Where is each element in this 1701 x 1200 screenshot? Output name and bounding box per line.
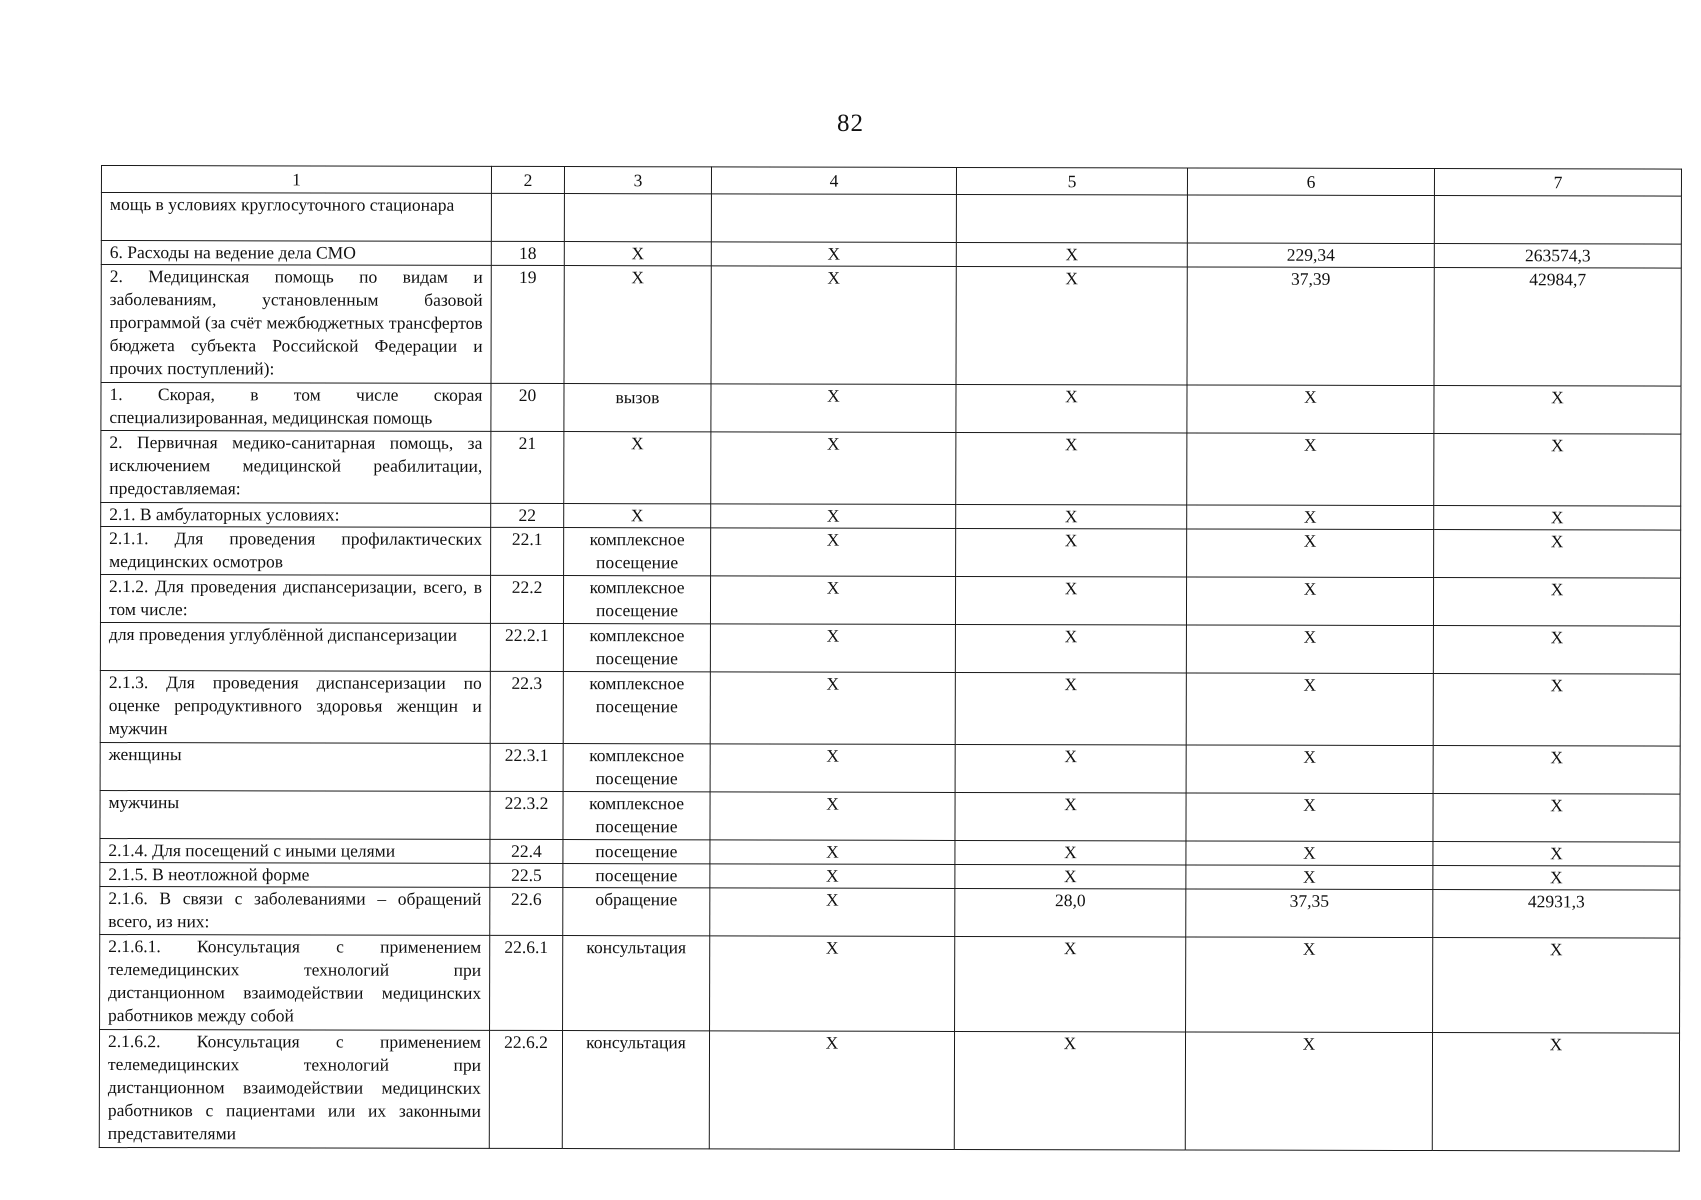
row-col6-cell: 37,35 <box>1186 889 1433 938</box>
table-row <box>100 790 1680 842</box>
row-col4-cell: Х <box>711 432 956 505</box>
row-col7-cell: Х <box>1433 626 1680 675</box>
row-name-cell: 2.1.2. Для проведения диспансеризации, всего, в том числе: <box>100 575 490 624</box>
row-col7-cell: Х <box>1433 842 1680 867</box>
row-col7-cell: Х <box>1434 506 1681 531</box>
row-col5-cell: Х <box>956 432 1187 505</box>
row-col7-cell: Х <box>1433 866 1680 891</box>
row-code-cell: 22 <box>491 503 564 527</box>
row-unit-cell: Х <box>564 266 711 384</box>
row-col6-cell: Х <box>1186 673 1433 746</box>
row-unit-cell: Х <box>564 432 711 504</box>
row-col7-cell: Х <box>1434 434 1681 507</box>
row-code-cell: 22.5 <box>490 863 563 887</box>
row-col6-cell: Х <box>1186 793 1433 842</box>
row-col7-cell: Х <box>1434 530 1681 579</box>
row-col5-cell: Х <box>955 744 1186 793</box>
header-cell: 1 <box>101 166 491 194</box>
page-number: 82 <box>837 110 864 137</box>
row-name-cell: 2.1.6.2. Консультация с применением телемедицинских технологий при дистанционном взаимодействии медицинских работников с пациентами или их законными представителями <box>99 1029 489 1148</box>
row-code-cell: 19 <box>491 265 564 383</box>
row-col6-cell: Х <box>1186 577 1433 626</box>
row-col4-cell: Х <box>710 936 955 1032</box>
row-unit-cell: комплексное посещение <box>563 672 710 744</box>
data-table <box>99 165 1682 1152</box>
row-unit-cell: консультация <box>562 1031 709 1149</box>
row-col5-cell: Х <box>956 528 1187 577</box>
row-col5-cell: Х <box>955 624 1186 673</box>
row-col6-cell: Х <box>1186 841 1433 866</box>
table-row <box>100 886 1680 938</box>
row-col4-cell: Х <box>710 792 955 841</box>
row-name-cell: мощь в условиях круглосуточного стационара <box>101 193 491 242</box>
row-col7-cell: Х <box>1433 794 1680 843</box>
table-row <box>100 862 1680 890</box>
row-col5-cell: Х <box>954 1031 1185 1150</box>
table-row <box>101 265 1681 387</box>
row-col6-cell: Х <box>1186 865 1433 890</box>
row-col5-cell: Х <box>956 266 1187 385</box>
row-unit-cell <box>564 194 711 242</box>
row-code-cell: 18 <box>491 241 564 265</box>
row-col6-cell: Х <box>1186 745 1433 794</box>
row-col4-cell: Х <box>710 840 955 865</box>
row-name-cell: 2.1.6. В связи с заболеваниями – обращений всего, из них: <box>100 886 490 935</box>
row-col6-cell: Х <box>1187 385 1434 434</box>
header-cell: 7 <box>1434 169 1681 197</box>
row-col7-cell: Х <box>1432 1033 1679 1152</box>
row-code-cell: 22.6.1 <box>490 935 563 1030</box>
row-col5-cell: 28,0 <box>955 888 1186 937</box>
row-unit-cell: Х <box>564 242 711 266</box>
row-col7-cell <box>1434 196 1681 245</box>
row-col4-cell: Х <box>711 242 956 267</box>
row-col4-cell: Х <box>711 384 956 433</box>
row-col5-cell: Х <box>955 576 1186 625</box>
row-name-cell: 2.1.5. В неотложной форме <box>100 862 490 887</box>
row-name-cell: 6. Расходы на ведение дела СМО <box>101 241 491 266</box>
row-col6-cell <box>1187 195 1434 244</box>
table-row <box>100 622 1680 674</box>
row-col5-cell: Х <box>955 936 1186 1032</box>
row-unit-cell: комплексное посещение <box>563 624 710 672</box>
table-row <box>100 934 1680 1033</box>
row-unit-cell: комплексное посещение <box>563 576 710 624</box>
row-col4-cell: Х <box>710 672 955 745</box>
row-col4-cell: Х <box>710 888 955 937</box>
row-col6-cell: Х <box>1187 433 1434 506</box>
row-code-cell: 22.6.2 <box>489 1030 562 1148</box>
row-code-cell: 21 <box>491 431 564 503</box>
row-col7-cell: Х <box>1433 938 1680 1034</box>
row-code-cell: 22.2.1 <box>490 623 563 671</box>
row-name-cell: 2.1.3. Для проведения диспансеризации по оценке репродуктивного здоровья женщин и мужчин <box>100 670 490 743</box>
row-code-cell: 22.2 <box>490 575 563 623</box>
table-row <box>100 670 1680 746</box>
row-code-cell: 22.6 <box>490 887 563 935</box>
row-name-cell: 2.1.6.1. Консультация с применением телемедицинских технологий при дистанционном взаимодействии медицинских работников между собой <box>100 934 490 1030</box>
row-col4-cell: Х <box>711 266 956 385</box>
row-col6-cell: Х <box>1187 529 1434 578</box>
row-col7-cell: 263574,3 <box>1434 244 1681 269</box>
row-unit-cell: посещение <box>563 864 710 888</box>
row-code-cell: 22.3.2 <box>490 791 563 839</box>
table-row <box>101 527 1681 579</box>
row-code-cell: 20 <box>491 383 564 431</box>
row-col7-cell: 42984,7 <box>1434 268 1681 387</box>
row-col5-cell <box>956 194 1187 243</box>
row-code-cell: 22.3 <box>490 671 563 743</box>
table-row <box>99 1029 1679 1151</box>
header-cell: 5 <box>956 167 1187 195</box>
row-unit-cell: обращение <box>563 888 710 936</box>
table-row <box>101 503 1681 531</box>
row-col5-cell: Х <box>955 864 1186 889</box>
row-col4-cell: Х <box>710 864 955 889</box>
row-col7-cell: 42931,3 <box>1433 890 1680 939</box>
row-unit-cell: комплексное посещение <box>563 744 710 792</box>
row-unit-cell: комплексное посещение <box>564 528 711 576</box>
table-row <box>100 742 1680 794</box>
row-col4-cell: Х <box>709 1031 954 1150</box>
row-col7-cell: Х <box>1434 386 1681 435</box>
row-name-cell: 2. Медицинская помощь по видам и заболеваниям, установленным базовой программой (за счёт межбюджетных трансфертов бюджета субъекта Российской Федерации и прочих поступлений): <box>101 265 491 384</box>
table-row <box>101 241 1681 269</box>
row-unit-cell: комплексное посещение <box>563 792 710 840</box>
row-col5-cell: Х <box>955 840 1186 865</box>
row-code-cell: 22.4 <box>490 839 563 863</box>
row-col5-cell: Х <box>956 242 1187 267</box>
row-unit-cell: посещение <box>563 840 710 864</box>
row-unit-cell: Х <box>564 504 711 528</box>
row-code-cell: 22.3.1 <box>490 743 563 791</box>
row-name-cell: 2. Первичная медико-санитарная помощь, за исключением медицинской реабилитации, предоставляемая: <box>101 431 491 504</box>
header-row <box>101 166 1681 197</box>
header-cell: 2 <box>491 166 564 193</box>
row-col6-cell: Х <box>1187 505 1434 530</box>
row-unit-cell: консультация <box>563 936 710 1031</box>
table-row <box>100 575 1680 627</box>
row-col7-cell: Х <box>1433 578 1680 627</box>
row-col6-cell: Х <box>1186 625 1433 674</box>
row-code-cell <box>491 193 564 241</box>
row-unit-cell: вызов <box>564 384 711 432</box>
row-name-cell: мужчины <box>100 790 490 839</box>
row-col6-cell: 229,34 <box>1187 243 1434 268</box>
row-name-cell: 2.1.1. Для проведения профилактических медицинских осмотров <box>101 527 491 576</box>
row-name-cell: женщины <box>100 742 490 791</box>
header-cell: 6 <box>1187 168 1434 196</box>
row-col7-cell: Х <box>1433 746 1680 795</box>
row-col4-cell: Х <box>711 528 956 577</box>
header-cell: 3 <box>564 167 711 194</box>
row-name-cell: 2.1. В амбулаторных условиях: <box>101 503 491 528</box>
row-code-cell: 22.1 <box>491 527 564 575</box>
row-col4-cell: Х <box>710 744 955 793</box>
table-row <box>100 838 1680 866</box>
table-row <box>101 431 1681 507</box>
row-name-cell: для проведения углублённой диспансеризации <box>100 622 490 671</box>
table-row <box>101 193 1681 245</box>
row-name-cell: 1. Скорая, в том числе скорая специализированная, медицинская помощь <box>101 383 491 432</box>
row-col5-cell: Х <box>955 672 1186 745</box>
row-col4-cell: Х <box>710 624 955 673</box>
row-col5-cell: Х <box>955 792 1186 841</box>
row-name-cell: 2.1.4. Для посещений с иными целями <box>100 838 490 863</box>
row-col4-cell <box>711 194 956 243</box>
row-col5-cell: Х <box>956 504 1187 529</box>
row-col4-cell: Х <box>710 576 955 625</box>
row-col4-cell: Х <box>711 504 956 529</box>
table-row <box>101 383 1681 435</box>
row-col6-cell: Х <box>1186 937 1433 1033</box>
row-col6-cell: Х <box>1185 1032 1432 1151</box>
header-cell: 4 <box>711 167 956 195</box>
row-col7-cell: Х <box>1433 674 1680 747</box>
row-col6-cell: 37,39 <box>1187 267 1434 386</box>
row-col5-cell: Х <box>956 384 1187 433</box>
